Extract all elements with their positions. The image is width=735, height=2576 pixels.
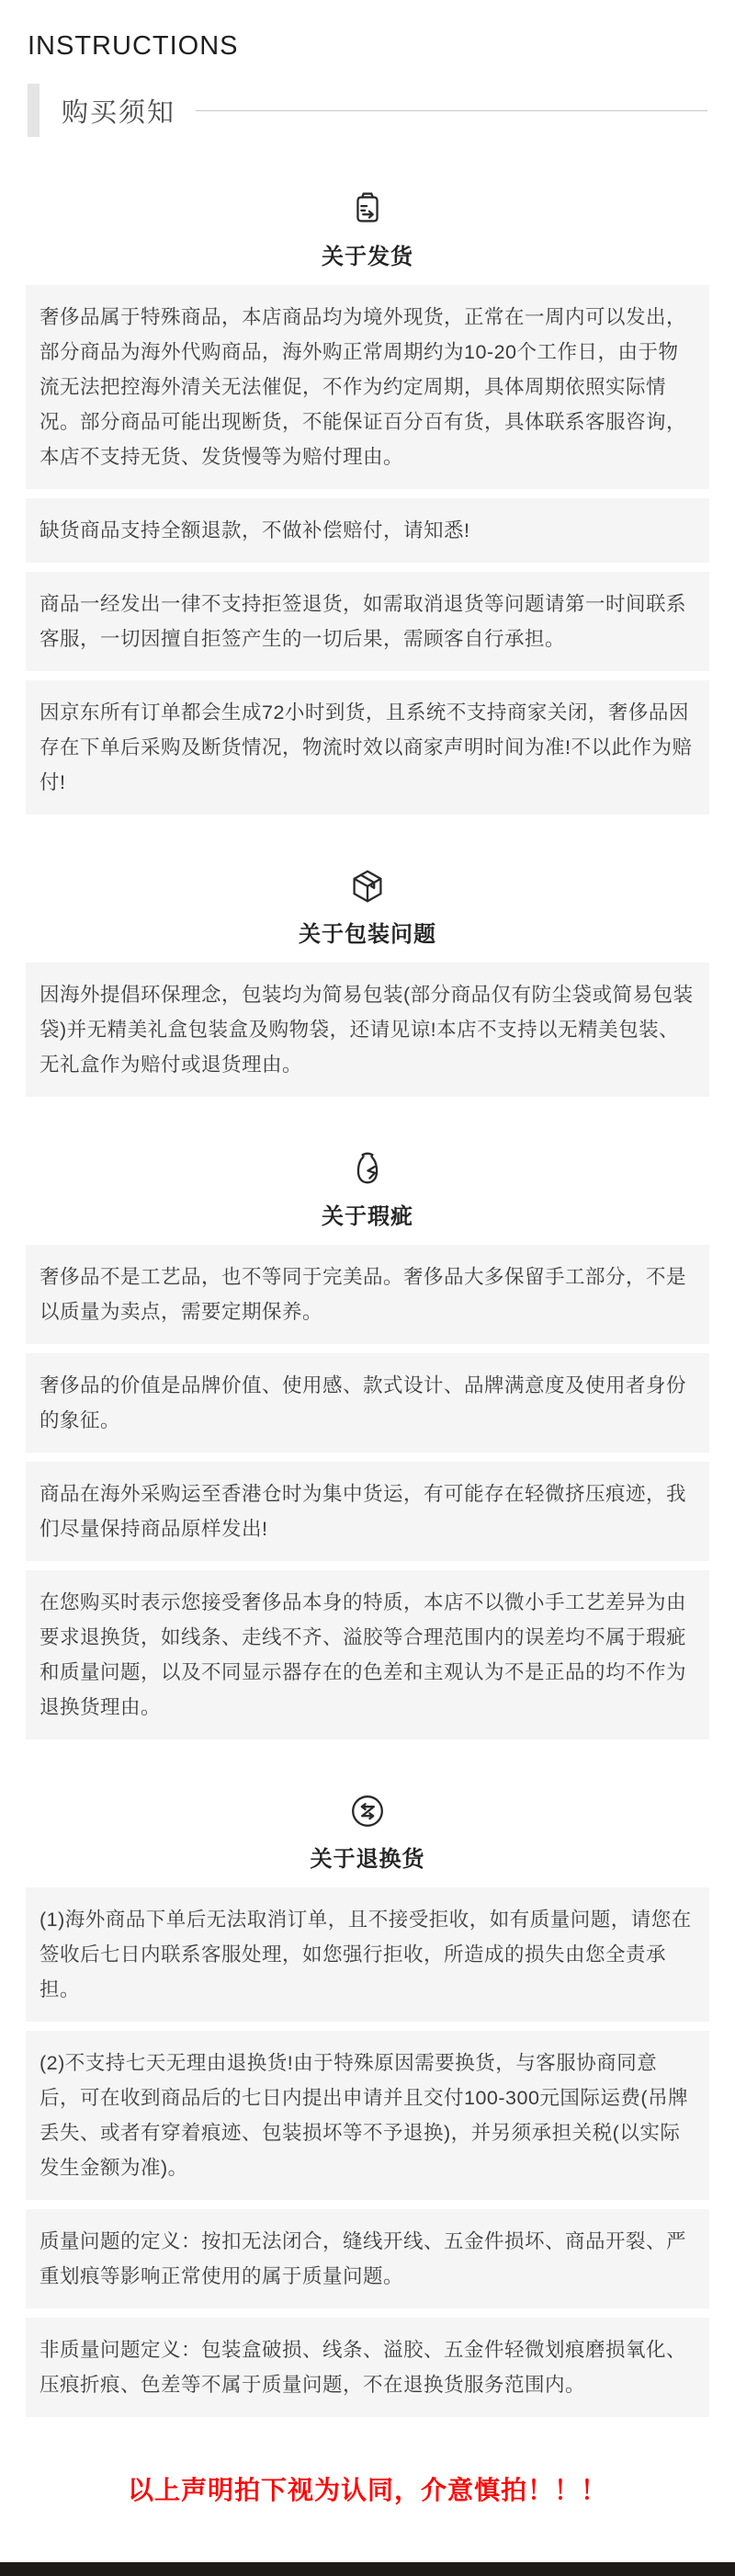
shipping-parcel-icon	[0, 187, 735, 231]
subheader	[0, 84, 735, 137]
section-paragraphs	[0, 963, 735, 1097]
warning-text: 以上声明拍下视为认同，介意慎拍！！！	[127, 2476, 607, 2504]
notice-paragraph: (2)不支持七天无理由退换货!由于特殊原因需要换货，与客服协商同意后，可在收到商品后的七日内提出申请并且交付100-300元国际运费(吊牌丢失、或者有穿着痕迹、包装损坏等不予退换)，并另须承担关税(以实际发生金额为准)。	[26, 2031, 709, 2200]
notice-paragraph: 因京东所有订单都会生成72小时到货，且系统不支持商家关闭，奢侈品因存在下单后采购及断货情况，物流时效以商家声明时间为准!不以此作为赔付!	[26, 680, 709, 815]
notice-paragraph: 质量问题的定义：按扣无法闭合，缝线开线、五金件损坏、商品开裂、严重划痕等影响正常使用的属于质量问题。	[26, 2209, 709, 2308]
section-flaws	[0, 1146, 735, 1739]
section-title: 关于瑕疵	[322, 1204, 413, 1229]
section-returns	[0, 1789, 735, 2417]
notice-paragraph: 商品一经发出一律不支持拒签退货，如需取消退货等问题请第一时间联系客服，一切因擅自拒签产生的一切后果，需顾客自行承担。	[26, 572, 709, 671]
section-paragraphs	[0, 1887, 735, 2417]
notice-paragraph: 缺货商品支持全额退款，不做补偿赔付，请知悉!	[26, 498, 709, 563]
notice-paragraph: 在您购买时表示您接受奢侈品本身的特质，本店不以微小手工艺差异为由要求退换货，如线条、走线不齐、溢胶等合理范围内的误差均不属于瑕疵和质量问题，以及不同显示器存在的色差和主观认为不是正品的均不作为退换货理由。	[26, 1570, 709, 1739]
section-paragraphs	[0, 285, 735, 815]
section-packaging	[0, 864, 735, 1097]
divider-line	[196, 110, 707, 111]
notice-paragraph: 非质量问题定义：包装盒破损、线条、溢胶、五金件轻微划痕磨损氧化、压痕折痕、色差等不属于质量问题，不在退换货服务范围内。	[26, 2318, 709, 2417]
cracked-vase-icon	[0, 1146, 735, 1191]
section-title: 关于发货	[322, 245, 413, 269]
notice-paragraph: 奢侈品不是工艺品，也不等同于完美品。奢侈品大多保留手工部分，不是以质量为卖点，需要定期保养。	[26, 1245, 709, 1344]
notice-paragraph: 因海外提倡环保理念，包装均为简易包装(部分商品仅有防尘袋或简易包装袋)并无精美礼盒包装盒及购物袋，还请见谅!本店不支持以无精美包装、无礼盒作为赔付或退货理由。	[26, 963, 709, 1097]
accent-bar	[28, 84, 40, 137]
section-title: 关于包装问题	[299, 922, 436, 947]
notice-paragraph: 奢侈品的价值是品牌价值、使用感、款式设计、品牌满意度及使用者身份的象征。	[26, 1353, 709, 1453]
section-paragraphs	[0, 1245, 735, 1739]
bottom-bar	[0, 2562, 735, 2576]
subheader-title: 购买须知	[62, 97, 176, 128]
section-title: 关于退换货	[310, 1847, 425, 1872]
page-title: INSTRUCTIONS	[28, 31, 239, 61]
notice-paragraph: 奢侈品属于特殊商品，本店商品均为境外现货，正常在一周内可以发出，部分商品为海外代购商品，海外购正常周期约为10-20个工作日，由于物流无法把控海外清关无法催促，不作为约定周期，具体周期依照实际情况。部分商品可能出现断货，不能保证百分百有货，具体联系客服咨询，本店不支持无货、发货慢等为赔付理由。	[26, 285, 709, 489]
notice-paragraph: (1)海外商品下单后无法取消订单，且不接受拒收，如有质量问题，请您在签收后七日内联系客服处理，如您强行拒收，所造成的损失由您全责承担。	[26, 1887, 709, 2022]
exchange-circle-icon	[0, 1789, 735, 1833]
section-shipping	[0, 187, 735, 815]
package-cube-icon	[0, 864, 735, 908]
notice-paragraph: 商品在海外采购运至香港仓时为集中货运，有可能存在轻微挤压痕迹，我们尽量保持商品原样发出!	[26, 1462, 709, 1561]
